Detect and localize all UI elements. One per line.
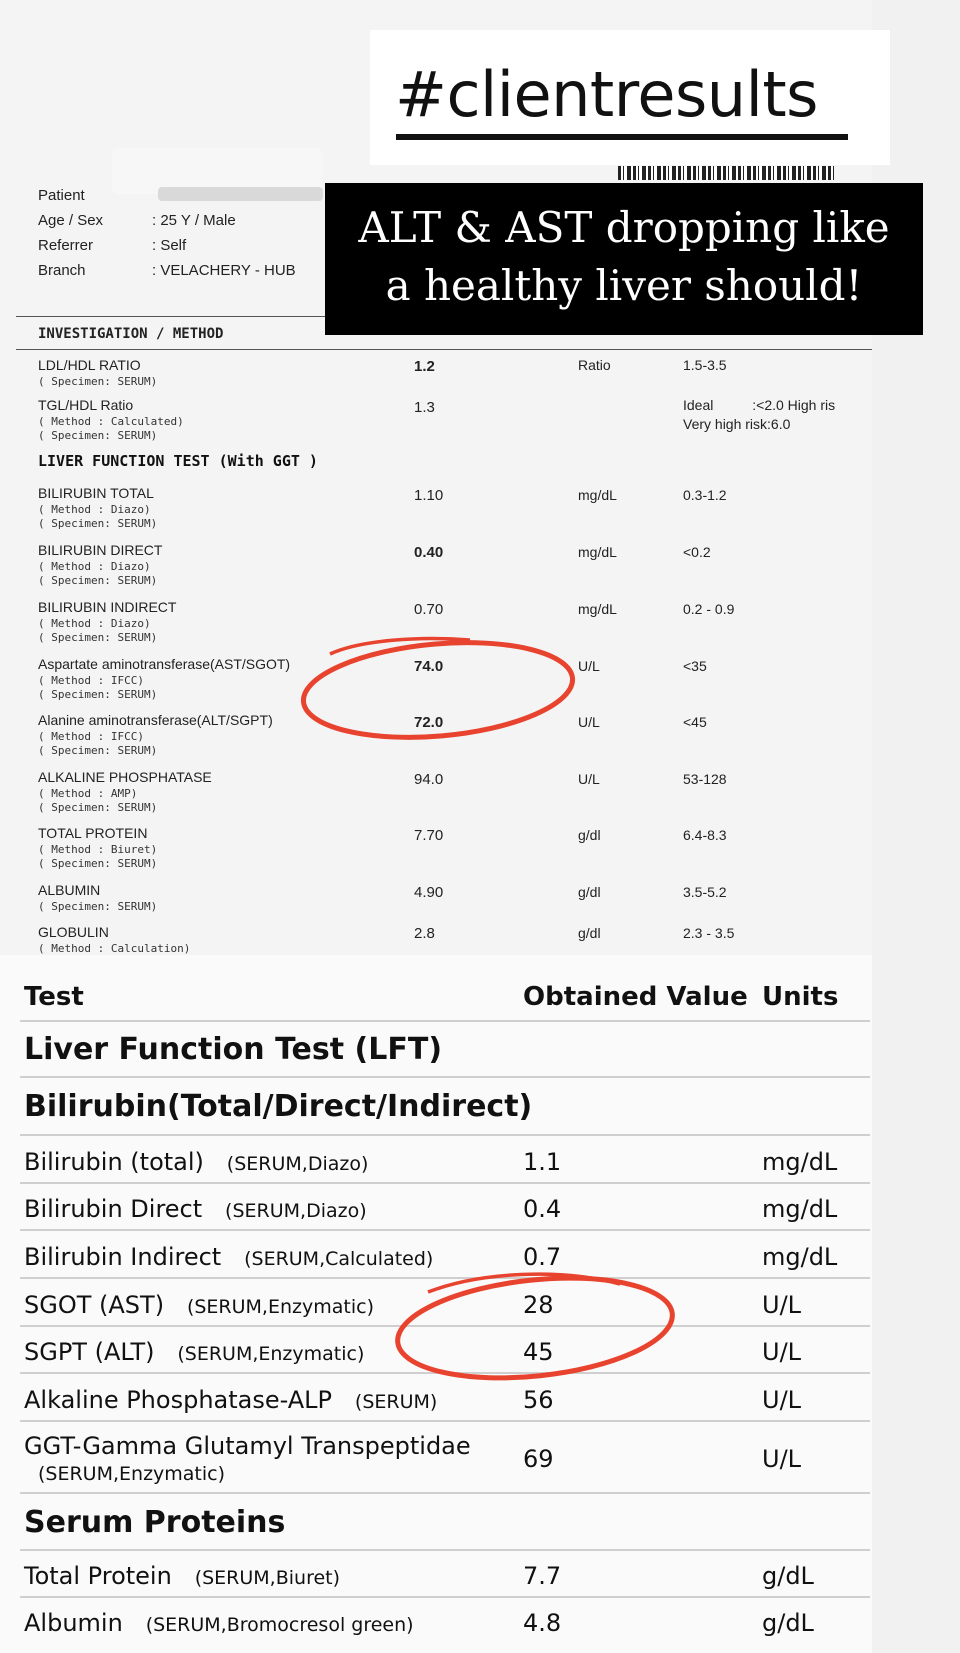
hashtag-text: #clientresults: [395, 58, 818, 131]
row-reference: <45: [683, 714, 707, 730]
test-name-text: SGPT (ALT): [24, 1338, 155, 1366]
row-specimen: ( Specimen: SERUM): [38, 688, 158, 701]
row-reference: 0.2 - 0.9: [683, 601, 735, 617]
section-lft-title: LIVER FUNCTION TEST (With GGT ): [38, 452, 318, 470]
row-method: ( Method : Diazo): [38, 503, 151, 516]
row-reference: <35: [683, 658, 707, 674]
row-unit: U/L: [578, 714, 600, 730]
row-method: ( Method : Biuret): [38, 843, 158, 856]
branch-label: Branch: [38, 262, 86, 279]
test-value: 69: [523, 1445, 554, 1473]
branch-value: : VELACHERY - HUB: [152, 262, 296, 279]
row-name: TOTAL PROTEIN: [38, 825, 148, 841]
row-result: 0.40: [414, 544, 444, 561]
test-name-text: Alkaline Phosphatase-ALP: [24, 1386, 333, 1414]
row-reference: 53-128: [683, 771, 727, 787]
test-value: 56: [523, 1386, 554, 1414]
row-unit: Ratio: [578, 357, 611, 373]
row-unit: g/dl: [578, 925, 601, 941]
row-name-ast: Aspartate aminotransferase(AST/SGOT): [38, 656, 291, 672]
row-name: ALBUMIN: [38, 882, 101, 898]
row-name-alt: Alanine aminotransferase(ALT/SGPT): [38, 712, 273, 728]
row-result: 7.70: [414, 827, 444, 844]
row-method: ( Method : Diazo): [38, 617, 151, 630]
test-unit: mg/dL: [762, 1148, 838, 1176]
row-reference: 3.5-5.2: [683, 884, 727, 900]
row-result: 0.70: [414, 601, 444, 618]
test-unit: mg/dL: [762, 1243, 838, 1271]
section-bilirubin: Bilirubin(Total/Direct/Indirect): [24, 1089, 533, 1124]
test-unit: U/L: [762, 1386, 802, 1414]
row-result: 1.3: [414, 399, 435, 416]
row-unit: mg/dL: [578, 544, 617, 560]
col-units: Units: [762, 982, 839, 1012]
row-specimen: ( Specimen: SERUM): [38, 429, 158, 442]
row-reference: 2.3 - 3.5: [683, 925, 735, 941]
test-unit: g/dL: [762, 1562, 814, 1590]
test-method: (SERUM,Calculated): [244, 1248, 434, 1270]
row-result-ast: 74.0: [414, 658, 444, 675]
test-name-text: Bilirubin Direct: [24, 1195, 203, 1223]
row-specimen: ( Specimen: SERUM): [38, 857, 158, 870]
test-name-text: Albumin: [24, 1609, 123, 1637]
row-reference-2: Very high risk:6.0: [683, 416, 791, 432]
row-name: BILIRUBIN INDIRECT: [38, 599, 177, 615]
test-method: (SERUM,Bromocresol green): [145, 1614, 414, 1636]
row-method: ( Method : IFCC): [38, 674, 144, 687]
row-result: 94.0: [414, 771, 444, 788]
row-unit: g/dl: [578, 827, 601, 843]
test-unit: g/dL: [762, 1609, 814, 1637]
row-specimen: ( Specimen: SERUM): [38, 801, 158, 814]
row-specimen: ( Specimen: SERUM): [38, 375, 158, 388]
test-value: 1.1: [523, 1148, 562, 1176]
caption-line-1: ALT & AST dropping like: [358, 203, 890, 252]
row-method: ( Method : Diazo): [38, 560, 151, 573]
test-method: (SERUM,Biuret): [194, 1567, 341, 1589]
row-specimen: ( Specimen: SERUM): [38, 631, 158, 644]
row-reference: 0.3-1.2: [683, 487, 727, 503]
test-name-text: Bilirubin Indirect: [24, 1243, 222, 1271]
row-unit: g/dl: [578, 884, 601, 900]
col-obtained-value: Obtained Value: [523, 982, 748, 1012]
test-value: 0.4: [523, 1195, 562, 1223]
row-result: 2.8: [414, 925, 435, 942]
referrer-value: : Self: [152, 237, 187, 254]
section-lft: Liver Function Test (LFT): [24, 1032, 443, 1067]
highlight-circle-new: [393, 1266, 678, 1390]
row-specimen: ( Specimen: SERUM): [38, 517, 158, 530]
test-name-ggt: GGT-Gamma Glutamyl Transpeptidae: [24, 1432, 471, 1460]
row-name: ALKALINE PHOSPHATASE: [38, 769, 212, 785]
row-result: 1.10: [414, 487, 444, 504]
referrer-label: Referrer: [38, 237, 94, 254]
test-value: 7.7: [523, 1562, 562, 1590]
test-value-sgot: 28: [523, 1291, 554, 1319]
col-test: Test: [24, 982, 84, 1012]
row-result: 1.2: [414, 358, 435, 375]
age-sex-value: : 25 Y / Male: [152, 212, 236, 229]
test-unit: U/L: [762, 1338, 802, 1366]
test-name-text: Bilirubin (total): [24, 1148, 204, 1176]
section-serum-proteins: Serum Proteins: [24, 1505, 286, 1540]
row-specimen: ( Specimen: SERUM): [38, 574, 158, 587]
row-result: 4.90: [414, 884, 444, 901]
col-investigation: INVESTIGATION / METHOD: [38, 326, 224, 342]
test-method: (SERUM,Diazo): [225, 1200, 367, 1222]
caption-line-2: a healthy liver should!: [385, 261, 863, 310]
row-name: TGL/HDL Ratio: [38, 397, 134, 413]
row-name: LDL/HDL RATIO: [38, 357, 141, 373]
test-value: 0.7: [523, 1243, 562, 1271]
row-specimen: ( Specimen: SERUM): [38, 744, 158, 757]
row-method: ( Method : AMP): [38, 787, 138, 800]
test-method: (SERUM): [354, 1391, 438, 1413]
test-unit: U/L: [762, 1291, 802, 1319]
row-reference: Ideal :<2.0 High ris: [683, 397, 836, 413]
row-unit: mg/dL: [578, 487, 617, 503]
row-name: GLOBULIN: [38, 924, 109, 940]
test-method: (SERUM,Diazo): [226, 1153, 369, 1175]
row-reference: 6.4-8.3: [683, 827, 727, 843]
row-reference: <0.2: [683, 544, 711, 560]
test-name-text: Total Protein: [24, 1562, 172, 1590]
row-specimen: ( Specimen: SERUM): [38, 900, 158, 913]
row-name: BILIRUBIN TOTAL: [38, 485, 154, 501]
test-method: (SERUM,Enzymatic): [186, 1296, 374, 1318]
age-sex-label: Age / Sex: [38, 212, 104, 229]
test-value: 4.8: [523, 1609, 562, 1637]
row-unit: mg/dL: [578, 601, 617, 617]
test-unit: U/L: [762, 1445, 802, 1473]
row-method: ( Method : Calculated): [38, 415, 184, 428]
row-unit: U/L: [578, 771, 600, 787]
row-method: ( Method : Calculation): [38, 942, 191, 955]
row-result-alt: 72.0: [414, 714, 444, 731]
row-unit: U/L: [578, 658, 600, 674]
test-unit: mg/dL: [762, 1195, 838, 1223]
test-method: (SERUM,Enzymatic): [177, 1343, 365, 1365]
row-name: BILIRUBIN DIRECT: [38, 542, 163, 558]
test-name-text: SGOT (AST): [24, 1291, 165, 1319]
test-method: (SERUM,Enzymatic): [38, 1463, 226, 1485]
patient-label: Patient: [38, 187, 85, 204]
test-value-sgpt: 45: [523, 1338, 554, 1366]
row-method: ( Method : IFCC): [38, 730, 144, 743]
row-reference: 1.5-3.5: [683, 357, 727, 373]
